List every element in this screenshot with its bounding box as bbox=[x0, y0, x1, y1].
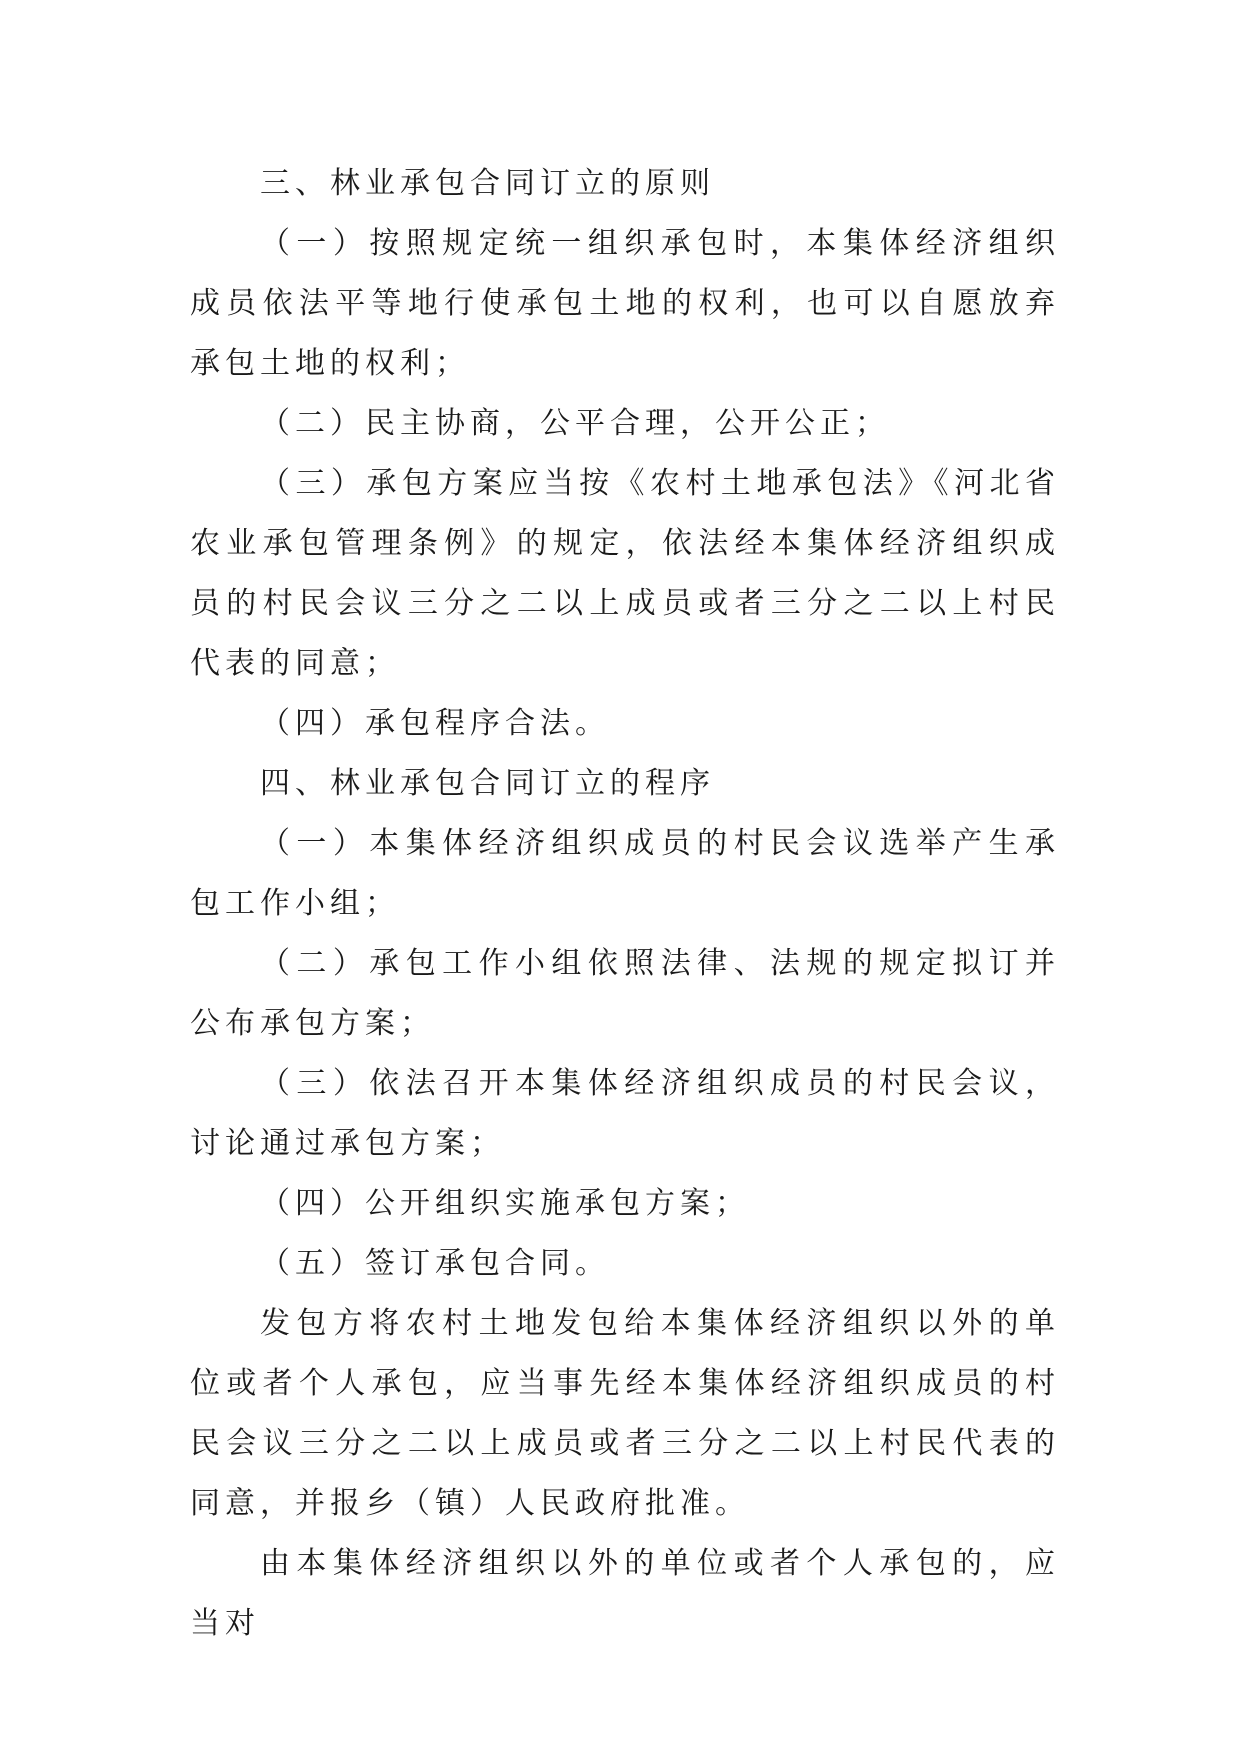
procedure-item-4: （四）公开组织实施承包方案； bbox=[260, 1186, 750, 1221]
procedure-item-1: （一）本集体经济组织成员的村民会议选举产生承包工作小组； bbox=[190, 826, 1060, 921]
procedure-item-5: （五）签订承包合同。 bbox=[260, 1246, 610, 1281]
section-heading-procedure: 四、林业承包合同订立的程序 bbox=[260, 766, 715, 801]
section-heading-principles: 三、林业承包合同订立的原则 bbox=[260, 166, 715, 201]
principle-item-2: （二）民主协商，公平合理，公开公正； bbox=[260, 406, 890, 441]
body-paragraph-continued: 由本集体经济组织以外的单位或者个人承包的，应当对 bbox=[190, 1546, 1060, 1641]
procedure-item-2: （二）承包工作小组依照法律、法规的规定拟订并公布承包方案； bbox=[190, 946, 1060, 1041]
principle-item-3: （三）承包方案应当按《农村土地承包法》《河北省农业承包管理条例》的规定，依法经本集体经济组织成员的村民会议三分之二以上成员或者三分之二以上村民代表的同意； bbox=[190, 466, 1060, 681]
procedure-item-3: （三）依法召开本集体经济组织成员的村民会议，讨论通过承包方案； bbox=[190, 1066, 1060, 1161]
principle-item-1: （一）按照规定统一组织承包时，本集体经济组织成员依法平等地行使承包土地的权利，也可以自愿放弃承包土地的权利； bbox=[190, 226, 1060, 381]
document-page bbox=[190, 154, 1060, 1654]
body-paragraph-external-contract: 发包方将农村土地发包给本集体经济组织以外的单位或者个人承包，应当事先经本集体经济组织成员的村民会议三分之二以上成员或者三分之二以上村民代表的同意，并报乡（镇）人民政府批准。 bbox=[190, 1306, 1060, 1521]
principle-item-4: （四）承包程序合法。 bbox=[260, 706, 610, 741]
